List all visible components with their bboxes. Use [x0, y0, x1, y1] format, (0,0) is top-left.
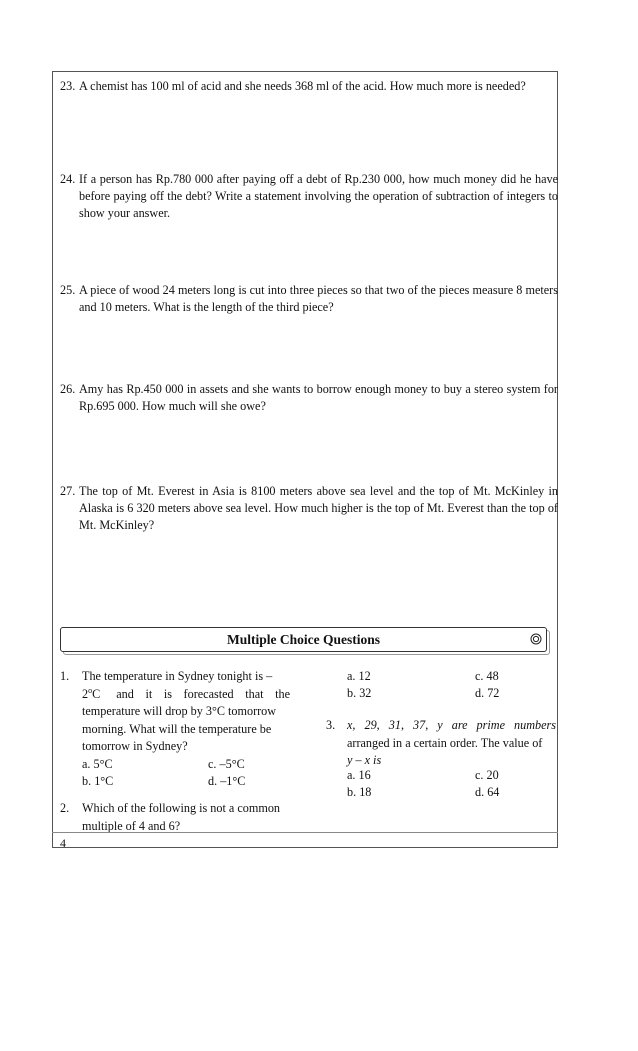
option-c[interactable]: c. –5°C [208, 757, 245, 771]
option-b[interactable]: b. 32 [347, 686, 372, 700]
essay-question-24 [60, 171, 558, 222]
question-line: morning. What will the temperature be [82, 721, 272, 736]
option-d[interactable]: d. 72 [475, 686, 500, 700]
question-number: 26. [60, 382, 76, 396]
option-b[interactable]: b. 18 [347, 785, 372, 799]
option-a[interactable]: a. 12 [347, 669, 371, 683]
question-number: 25. [60, 283, 76, 297]
essay-question-23 [60, 78, 558, 95]
question-line: multiple of 4 and 6? [82, 818, 181, 833]
question-line: The temperature in Sydney tonight is – [82, 669, 273, 683]
temperature-value: 2$^o$C [82, 685, 101, 701]
option-c[interactable]: c. 20 [475, 768, 499, 782]
question-text [82, 668, 290, 756]
question-text [82, 800, 290, 835]
question-number: 3. [326, 718, 336, 732]
question-text [347, 717, 556, 770]
question-number: 23. [60, 79, 76, 93]
question-text: A chemist has 100 ml of acid and she needs 368 ml of the acid. How much more is needed? [79, 79, 526, 93]
option-a[interactable]: a. 16 [347, 768, 371, 782]
question-line: y – x is [347, 753, 382, 767]
option-c[interactable]: c. 48 [475, 669, 499, 683]
question-number: 2. [60, 801, 70, 815]
option-b[interactable]: b. 1°C [82, 774, 114, 788]
footer-divider [52, 832, 558, 833]
option-a[interactable]: a. 5°C [82, 757, 113, 771]
question-line: Which of the following is not a common [82, 801, 281, 815]
question-number: 1. [60, 669, 70, 683]
question-line: 2$^o$C and it is forecasted that the [82, 686, 290, 704]
mcq-section-title: Multiple Choice Questions [226, 632, 380, 647]
essay-question-26 [60, 381, 558, 415]
essay-question-25 [60, 282, 558, 316]
option-d[interactable]: d. –1°C [208, 774, 246, 788]
essay-question-27 [60, 483, 558, 534]
question-number: 27. [60, 484, 76, 498]
option-d[interactable]: d. 64 [475, 785, 500, 799]
question-text: The top of Mt. Everest in Asia is 8100 meters above sea level and the top of Mt. McKinley in Alaska is 6 320 meters above sea level. How much higher is the top of Mt. Everest than the top of Mt. McKinley? [79, 484, 558, 532]
question-number: 24. [60, 172, 76, 186]
spiral-icon [530, 633, 542, 645]
mcq-section-banner [60, 627, 547, 652]
question-line: x, 29, 31, 37, y are prime numbers [347, 718, 556, 732]
question-text: Amy has Rp.450 000 in assets and she wants to borrow enough money to buy a stereo system for Rp.695 000. How much will she owe? [79, 382, 558, 413]
page-number: 4 [60, 836, 66, 850]
question-line: arranged in a certain order. The value of [347, 735, 543, 750]
question-text: A piece of wood 24 meters long is cut into three pieces so that two of the pieces measure 8 meters and 10 meters. What is the length of the third piece? [79, 283, 558, 314]
question-text: If a person has Rp.780 000 after paying off a debt of Rp.230 000, how much money did he have before paying off the debt? Write a statement involving the operation of subtraction of integers to show your answer. [79, 172, 558, 220]
question-line: temperature will drop by 3°C tomorrow [82, 704, 277, 718]
question-line: tomorrow in Sydney? [82, 739, 188, 753]
